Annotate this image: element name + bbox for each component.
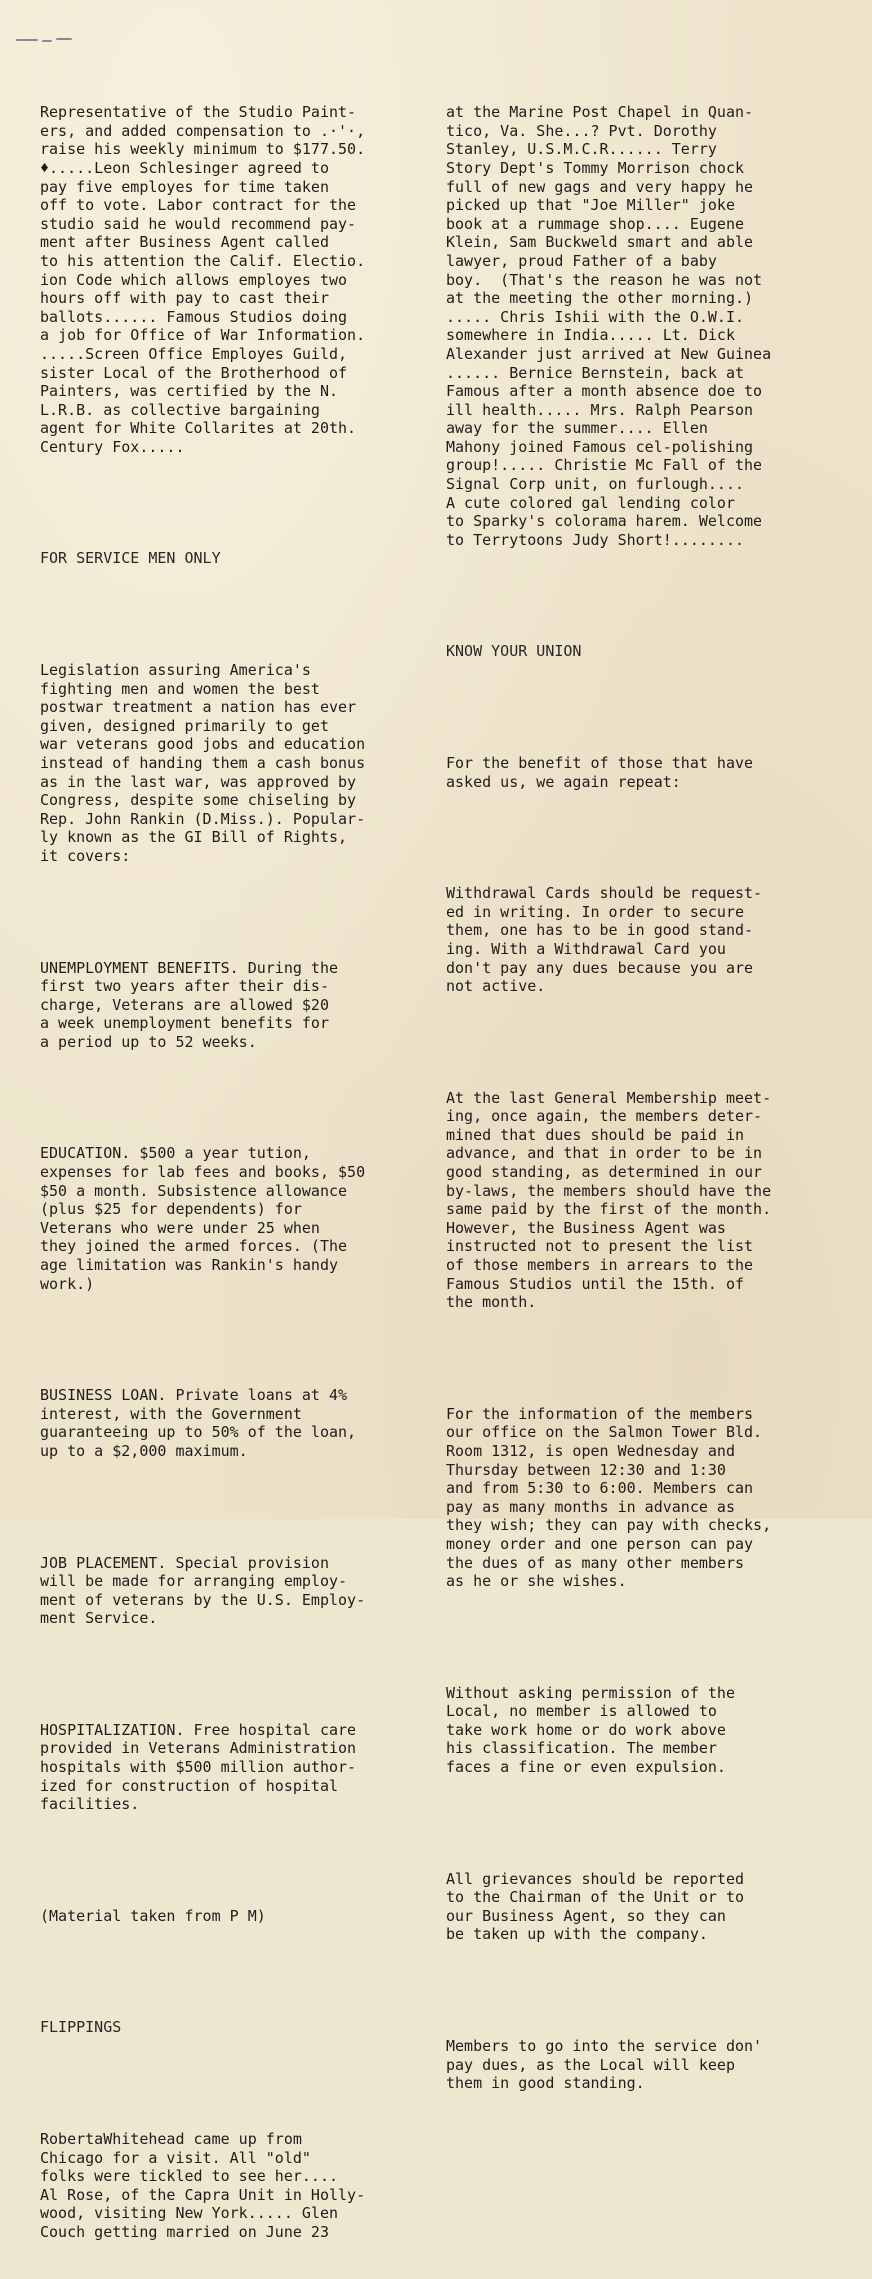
text-line: Famous after a month absence doe to <box>446 382 763 401</box>
text-line: However, the Business Agent was <box>446 1218 726 1237</box>
text-line: ballots...... Famous Studios doing <box>40 307 348 326</box>
text-line: For the benefit of those that have <box>446 753 754 772</box>
text-line: to his attention the Calif. Electio. <box>40 251 366 270</box>
text-line: provided in Veterans Administration <box>40 1739 357 1758</box>
text-line: instructed not to present the list <box>446 1237 754 1256</box>
text-line: Withdrawal Cards should be request- <box>446 884 763 903</box>
text-line: JOB PLACEMENT. Special provision <box>40 1553 329 1572</box>
text-line: Couch getting married on June 23 <box>40 2222 329 2241</box>
text-line: faces a fine or even expulsion. <box>446 1758 726 1777</box>
text-line: first two years after their dis- <box>40 977 329 996</box>
text-line: as in the last war, was approved by <box>40 772 357 791</box>
text-line: a job for Office of War Information. <box>40 326 366 345</box>
text-line: Representative of the Studio Paint- <box>40 103 357 122</box>
text-line: advance, and that in order to be in <box>446 1144 763 1163</box>
text-line: Legislation assuring America's <box>40 661 311 679</box>
text-line: lawyer, proud Father of a baby <box>446 251 717 270</box>
text-line: ment of veterans by the U.S. Employ- <box>40 1590 366 1609</box>
text-line: UNEMPLOYMENT BENEFITS. During the <box>40 958 339 977</box>
text-line: All grievances should be reported <box>446 1869 745 1888</box>
union-intro-paragraph <box>446 754 866 791</box>
work-permission-paragraph <box>446 1684 866 1777</box>
text-line: our office on the Salmon Tower Bld. <box>446 1423 763 1442</box>
text-line: Rep. John Rankin (D.Miss.). Popular- <box>40 809 366 828</box>
text-line: (plus $25 for dependents) for <box>40 1200 302 1219</box>
flippings-paragraph <box>40 2130 452 2242</box>
text-line: expenses for lab fees and books, $50 <box>40 1163 366 1182</box>
text-line: sister Local of the Brotherhood of <box>40 363 348 382</box>
text-line: ers, and added compensation to .·'·, <box>40 121 366 140</box>
office-hours-paragraph <box>446 1405 866 1591</box>
text-line: not active. <box>446 977 546 996</box>
text-line: Local, no member is allowed to <box>446 1702 717 1721</box>
text-line: ♦.....Leon Schlesinger agreed to <box>40 158 329 177</box>
text-line: at the Marine Post Chapel in Quan- <box>446 103 754 122</box>
text-line: $50 a month. Subsistence allowance <box>40 1181 348 1200</box>
text-line: work.) <box>40 1274 95 1293</box>
text-line: Story Dept's Tommy Morrison chock <box>446 158 745 177</box>
text-line: our Business Agent, so they can <box>446 1906 726 1925</box>
text-line: Stanley, U.S.M.C.R...... Terry <box>446 140 717 159</box>
text-line: don't pay any dues because you are <box>446 958 754 977</box>
text-line: EDUCATION. $500 a year tution, <box>40 1144 311 1163</box>
text-line: wood, visiting New York..... Glen <box>40 2204 339 2223</box>
text-line: For the information of the members <box>446 1404 754 1423</box>
text-line: to the Chairman of the Unit or to <box>446 1888 745 1907</box>
text-line: pay as many months in advance as <box>446 1497 735 1516</box>
text-line: Al Rose, of the Capra Unit in Holly- <box>40 2185 366 2204</box>
text-line: ing. With a Withdrawal Card you <box>446 939 726 958</box>
text-line: his classification. The member <box>446 1739 717 1758</box>
text-line: picked up that "Joe Miller" joke <box>446 196 735 215</box>
text-line: RobertaWhitehead came up from <box>40 2129 302 2148</box>
text-line: them, one has to be in good stand- <box>446 921 754 940</box>
text-line: ..... Chris Ishii with the O.W.I. <box>446 307 745 326</box>
text-line: Congress, despite some chiseling by <box>40 791 357 810</box>
text-line: will be made for arranging employ- <box>40 1572 348 1591</box>
text-line: Century Fox..... <box>40 437 185 456</box>
text-line: book at a rummage shop.... Eugene <box>446 214 745 233</box>
text-line: agent for White Collarites at 20th. <box>40 419 357 438</box>
text-line: charge, Veterans are allowed $20 <box>40 995 329 1014</box>
text-line: mined that dues should be paid in <box>446 1125 745 1144</box>
text-line: studio said he would recommend pay- <box>40 214 357 233</box>
text-line: At the last General Membership meet- <box>446 1088 772 1107</box>
text-line: hospitals with $500 million author- <box>40 1758 357 1777</box>
text-line: age limitation was Rankin's handy <box>40 1256 339 1274</box>
text-line: Veterans who were under 25 when <box>40 1218 320 1237</box>
text-line: L.R.B. as collective bargaining <box>40 400 320 419</box>
text-line: to Terrytoons Judy Short!........ <box>446 530 745 549</box>
text-line: be taken up with the company. <box>446 1925 708 1944</box>
text-line: HOSPITALIZATION. Free hospital care <box>40 1720 357 1739</box>
source-note: (Material taken from P M) <box>40 1906 266 1925</box>
text-line: facilities. <box>40 1795 140 1814</box>
grievances-paragraph <box>446 1870 866 1944</box>
text-line: Signal Corp unit, on furlough.... <box>446 475 745 494</box>
left-column <box>40 66 452 2279</box>
text-line: ment Service. <box>40 1609 158 1628</box>
text-line: war veterans good jobs and education <box>40 735 366 754</box>
text-line: and from 5:30 to 6:00. Members can <box>446 1479 754 1498</box>
service-members-dues-paragraph <box>446 2037 866 2093</box>
text-line: .....Screen Office Employes Guild, <box>40 344 348 363</box>
membership-meeting-paragraph <box>446 1089 866 1312</box>
text-line: Famous Studios until the 15th. of <box>446 1274 745 1293</box>
text-line: they joined the armed forces. (The <box>40 1237 348 1256</box>
heading-for-service-men-only: FOR SERVICE MEN ONLY <box>40 549 221 568</box>
text-line: to Sparky's colorama harem. Welcome <box>446 512 763 531</box>
withdrawal-cards-paragraph <box>446 884 866 996</box>
text-line: raise his weekly minimum to $177.50. <box>40 140 366 159</box>
text-line: it covers: <box>40 846 131 865</box>
unemployment-benefits-paragraph <box>40 959 452 1052</box>
text-line: ment after Business Agent called <box>40 233 329 252</box>
text-line: by-laws, the members should have the <box>446 1181 772 1200</box>
text-line: Thursday between 12:30 and 1:30 <box>446 1460 726 1479</box>
text-line: as he or she wishes. <box>446 1572 627 1591</box>
text-line: up to a $2,000 maximum. <box>40 1441 248 1460</box>
text-line: Painters, was certified by the N. <box>40 382 339 401</box>
text-line: of those members in arrears to the <box>446 1256 754 1274</box>
text-line: Members to go into the service don' <box>446 2036 763 2055</box>
text-line: tico, Va. She...? Pvt. Dorothy <box>446 121 717 140</box>
text-line: folks were tickled to see her.... <box>40 2167 339 2186</box>
text-line: ...... Bernice Bernstein, back at <box>446 363 745 382</box>
text-line: away for the summer.... Ellen <box>446 419 708 438</box>
text-line: ill health..... Mrs. Ralph Pearson <box>446 400 754 419</box>
text-line: at the meeting the other morning.) <box>446 289 754 308</box>
heading-know-your-union: KNOW YOUR UNION <box>446 642 582 661</box>
business-loan-paragraph <box>40 1386 452 1460</box>
text-line: Alexander just arrived at New Guinea <box>446 344 772 363</box>
text-line: A cute colored gal lending color <box>446 493 735 512</box>
text-line: ing, once again, the members deter- <box>446 1107 763 1126</box>
text-line: the dues of as many other members <box>446 1553 745 1572</box>
text-line: a week unemployment benefits for <box>40 1014 329 1033</box>
text-line: good standing, as determined in our <box>446 1163 763 1182</box>
text-line: them in good standing. <box>446 2074 645 2093</box>
text-line: same paid by the first of the month. <box>446 1200 772 1219</box>
text-line: hours off with pay to cast their <box>40 289 329 308</box>
text-line: ion Code which allows employes two <box>40 270 348 289</box>
text-line: ized for construction of hospital <box>40 1776 339 1795</box>
text-line: off to vote. Labor contract for the <box>40 196 357 215</box>
text-line: full of new gags and very happy he <box>446 177 754 196</box>
text-line: Mahony joined Famous cel-polishing <box>446 437 754 456</box>
text-line: they wish; they can pay with checks, <box>446 1516 772 1535</box>
text-line: pay dues, as the Local will keep <box>446 2055 735 2074</box>
job-placement-paragraph <box>40 1554 452 1628</box>
text-line: fighting men and women the best <box>40 679 320 698</box>
education-paragraph <box>40 1144 452 1293</box>
text-line: given, designed primarily to get <box>40 716 329 735</box>
right-column <box>446 66 866 2130</box>
text-line: take work home or do work above <box>446 1720 726 1739</box>
text-line: money order and one person can pay <box>446 1534 754 1553</box>
text-line: ed in writing. In order to secure <box>446 902 745 921</box>
text-line: Without asking permission of the <box>446 1683 735 1702</box>
labor-news-paragraph <box>40 103 452 456</box>
text-line: asked us, we again repeat: <box>446 772 681 791</box>
text-line: boy. (That's the reason he was not <box>446 270 763 289</box>
text-line: ly known as the GI Bill of Rights, <box>40 828 348 847</box>
text-line: somewhere in India..... Lt. Dick <box>446 326 735 345</box>
text-line: a period up to 52 weeks. <box>40 1032 257 1051</box>
flippings-continued-paragraph <box>446 103 866 549</box>
text-line: Chicago for a visit. All "old" <box>40 2148 311 2167</box>
text-line: guaranteeing up to 50% of the loan, <box>40 1423 357 1442</box>
text-line: interest, with the Government <box>40 1404 302 1423</box>
text-line: the month. <box>446 1293 537 1312</box>
text-line: pay five employes for time taken <box>40 177 329 196</box>
gi-bill-intro-paragraph <box>40 661 452 866</box>
hospitalization-paragraph <box>40 1721 452 1814</box>
pencil-mark <box>16 36 74 44</box>
text-line: postwar treatment a nation has ever <box>40 698 357 717</box>
text-line: BUSINESS LOAN. Private loans at 4% <box>40 1386 348 1405</box>
text-line: Klein, Sam Buckweld smart and able <box>446 233 754 252</box>
text-line: instead of handing them a cash bonus <box>40 753 366 772</box>
heading-flippings: FLIPPINGS <box>40 2018 122 2037</box>
text-line: group!..... Christie Mc Fall of the <box>446 456 763 475</box>
text-line: Room 1312, is open Wednesday and <box>446 1441 735 1460</box>
